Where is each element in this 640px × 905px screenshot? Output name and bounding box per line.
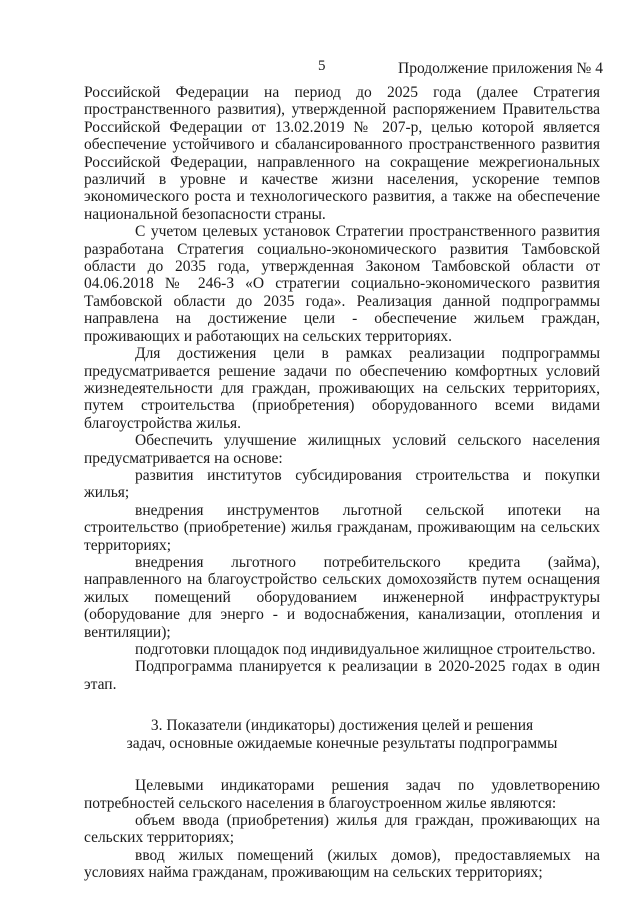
appendix-note: Продолжение приложения № 4 <box>398 60 603 77</box>
body-paragraphs-bottom <box>84 777 600 881</box>
paragraph: Целевыми индикаторами решения задач по удовлетворению потребностей сельского населения в благоустроенном жилье являются: <box>84 777 600 812</box>
paragraph: подготовки площадок под индивидуальное жилищное строительство. <box>135 641 596 658</box>
section-heading-line-2: задач, основные ожидаемые конечные результаты подпрограммы <box>126 735 558 753</box>
paragraph: внедрения инструментов льготной сельской ипотеки на строительство (приобретение) жилья гражданам, проживающим на сельских территориях; <box>84 501 600 554</box>
paragraph: развития институтов субсидирования строительства и покупки жилья; <box>84 466 600 502</box>
paragraph: объем ввода (приобретения) жилья для граждан, проживающих на сельских территориях; <box>84 812 600 847</box>
paragraph: Обеспечить улучшение жилищных условий сельского населения предусматривается на основе: <box>84 432 600 467</box>
paragraph: ввод жилых помещений (жилых домов), предоставляемых на условиях найма гражданам, проживающим на сельских территориях; <box>84 846 600 882</box>
section-heading <box>84 717 600 753</box>
document-body <box>84 84 600 882</box>
body-paragraphs-top <box>84 84 600 693</box>
paragraph: Для достижения цели в рамках реализации подпрограммы предусматривается решение задачи по обеспечению комфортных условий жизнедеятельности для граждан, проживающих на сельских территориях, путем строительства (приобретения) оборудованного всеми видами благоустройства жилья. <box>84 345 600 432</box>
paragraph: Подпрограмма планируется к реализации в 2020-2025 годах в один этап. <box>84 658 600 693</box>
paragraph: С учетом целевых установок Стратегии пространственного развития разработана Стратегия социально-экономического развития Тамбовской области до 2035 года, утвержденная Законом Тамбовской области от 04.06.2018 № 246-З «О стратегии социально-экономического развития Тамбовской области до 2035 года». Реализация данной подпрограммы направлена на достижение цели - обеспечение жильем граждан, проживающих и работающих на сельских территориях. <box>84 223 600 345</box>
paragraph: внедрения льготного потребительского кредита (займа), направленного на благоустройство сельских домохозяйств путем оснащения жилых помещений оборудованием инженерной инфраструктуры (оборудование для энерго - и водоснабжения, канализации, отопления и вентиляции); <box>84 553 600 641</box>
paragraph: Российской Федерации на период до 2025 года (далее Стратегия пространственного развития), утвержденной распоряжением Правительства Российской Федерации от 13.02.2019 № 207-р, целью которой является обеспечение устойчивого и сбалансированного пространственного развития Российской Федерации, направленного на сокращение межрегиональных различий в уровне и качестве жизни населения, ускорение темпов экономического роста и технологического развития, а также на обеспечение национальной безопасности страны. <box>84 84 600 223</box>
page-number: 5 <box>318 58 326 74</box>
section-heading-line-1: 3. Показатели (индикаторы) достижения целей и решения <box>150 717 534 735</box>
